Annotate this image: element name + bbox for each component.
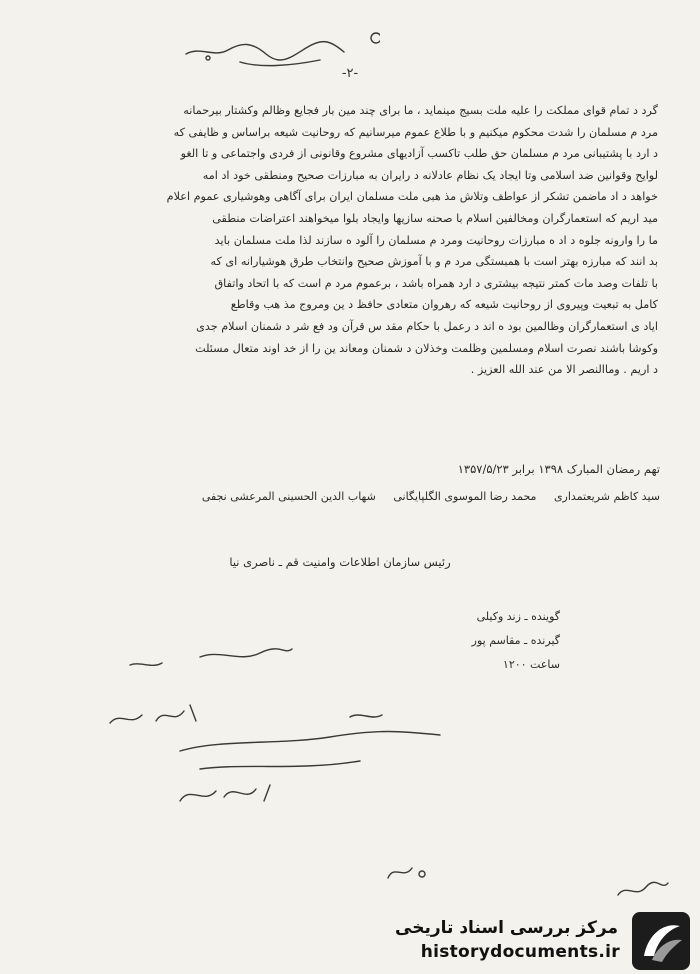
receiver-line: گیرنده ـ مقاسم پور [471, 634, 560, 647]
signer-name: سید کاظم شریعتمداری [553, 490, 660, 503]
recipient-line: رئیس سازمان اطلاعات وامنیت قم ـ ناصری نیا [229, 555, 451, 569]
time-line: ساعت ۱۲۰۰ [502, 658, 560, 671]
body-line: وکوشا باشند نصرت اسلام ومسلمین وظلمت وخذلان د شمنان ومعاند ین را از خد اوند متعال مسئلت [195, 341, 658, 355]
signer-name: محمد رضا الموسوی الگلپایگانی [393, 490, 537, 503]
body-line: گرد د تمام قوای مملکت را علیه ملت بسیج مینماید ، ما برای چند مین بار فجایع وظالم وکشتار بیرحمانه [183, 104, 658, 117]
body-line: د اریم . وماالنصر الا من عند الله العزیز . [470, 363, 658, 377]
page-number: -۲- [341, 66, 359, 81]
body-line: ایاد ی استعمارگران وظالمین بود ه اند د رعمل با حکام مقد س قرآن ود فع شر د شمنان اسلام جدی [196, 319, 658, 333]
archive-title: مرکز بررسی اسناد تاریخی [395, 918, 618, 938]
body-line: خواهد د اد ماضمن تشکر از عواطف وتلاش مذ هبی ملت مسلمان ایران برای آگاهی وهوشیاری عموم اعلام [166, 190, 658, 204]
body-line: بد انند که مبارزه بهتر است با همبستگی مرد م و با آموزش صحیح وانتخاب طرق هوشیارانه ای که [210, 255, 658, 269]
signer-name: شهاب الدین الحسینی المرعشی نجفی [201, 490, 376, 503]
date-line: تهم رمضان المبارک ۱۳۹۸ برابر ۱۳۵۷/۵/۲۳ [457, 462, 660, 476]
body-line: مید اریم که استعمارگران ومخالفین اسلام با صحنه سازیها وایجاد بلوا میخواهند اعتراضات منطقی [212, 211, 658, 225]
handwritten-mark-bottom [380, 850, 440, 890]
signers-line [40, 490, 660, 503]
archive-logo-icon [630, 910, 692, 972]
body-line: ما را وارونه جلوه د اد ه مبارزات روحانیت ومرد م مسلمان را آلود ه سازند لذا ملت مسلمان باید [214, 233, 658, 247]
archive-watermark [395, 902, 700, 974]
report-meta [400, 605, 560, 677]
handwritten-note-middle [160, 705, 460, 825]
body-line: مرد م مسلمان را شدت محکوم میکنیم و با طلاع عموم میرسانیم که روحانیت شیعه براساس و ظایفی که [173, 125, 658, 139]
archive-url: historydocuments.ir [420, 942, 620, 962]
letter-body [58, 100, 658, 381]
speaker-line: گوینده ـ زند وکیلی [476, 610, 560, 623]
body-line: د ارد با پشتیبانی مرد م مسلمان حق طلب تاکسب آزادیهای مشروع وقانونی از فردی واجتماعی و تا الغو [180, 147, 658, 161]
body-line: با تلفات وصد مات کمتر نتیجه بیشتری د ارد همراه باشد ، برعموم مرد م است که با اتحاد واتفاق [214, 276, 658, 290]
body-line: کامل به تبعیت وپیروی از روحانیت شیعه که رهروان متعادی حافظ د ین ومروج مذ هب وقاطع [230, 298, 658, 312]
body-line: لوایح وقوانین ضد اسلامی وتا ایجاد یک نظام عادلانه د رایران به مبارزات صحیح ومنطقی خود اد امه [202, 168, 658, 182]
handwritten-mark-corner [612, 875, 672, 905]
